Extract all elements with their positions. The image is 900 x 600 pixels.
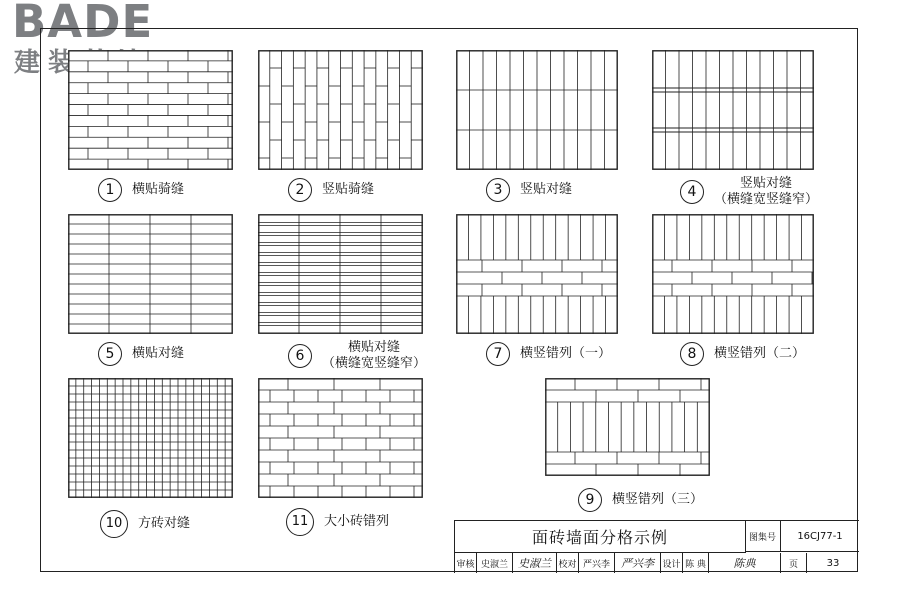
- panel-caption-10: [100, 510, 190, 538]
- panel-title-6: 横贴对缝: [348, 340, 401, 355]
- brand-logo-text: BADE: [12, 0, 154, 48]
- tile-pattern-6: [258, 214, 423, 334]
- designer-signature: 陈典: [709, 553, 781, 573]
- panel-number-4: 4: [680, 180, 704, 204]
- panel-title-10: 方砖对缝: [138, 516, 191, 531]
- design-label: 设计: [661, 553, 683, 573]
- panel-title-8: 横竖错列（二）: [714, 346, 806, 361]
- panel-subtitle-4: （横缝宽竖缝窄）: [714, 192, 819, 207]
- panel-number-11: 11: [286, 508, 314, 536]
- checker-name: 严兴李: [579, 553, 615, 573]
- tile-pattern-2: [258, 50, 423, 170]
- designer-name: 陈 典: [683, 553, 709, 573]
- tile-pattern-3: [456, 50, 618, 170]
- tile-pattern-4: [652, 50, 814, 170]
- panel-title-5: 横贴对缝: [132, 346, 185, 361]
- panel-caption-8: [680, 342, 805, 366]
- tile-pattern-7: [456, 214, 618, 334]
- panel-title-1: 横贴骑缝: [132, 182, 185, 197]
- panel-caption-1: [98, 178, 184, 202]
- panel-number-10: 10: [100, 510, 128, 538]
- panel-caption-5: [98, 342, 184, 366]
- panel-title-3: 竖贴对缝: [520, 182, 573, 197]
- review-label: 审核: [455, 553, 477, 573]
- brand-logo-subtitle: 建装基地: [14, 48, 151, 78]
- tile-pattern-8: [652, 214, 814, 334]
- panel-number-1: 1: [98, 178, 122, 202]
- panel-caption-6: [288, 340, 426, 372]
- page-label: 页: [781, 553, 807, 573]
- tile-pattern-5: [68, 214, 233, 334]
- panel-title-11: 大小砖错列: [324, 514, 390, 529]
- reviewer-signature: 史淑兰: [513, 553, 557, 573]
- title-block: [454, 520, 859, 573]
- panel-number-2: 2: [288, 178, 312, 202]
- panel-title-7: 横竖错列（一）: [520, 346, 612, 361]
- panel-title-4: 竖贴对缝: [740, 176, 793, 191]
- tile-pattern-11: [258, 378, 423, 498]
- panel-caption-11: [286, 508, 389, 536]
- tile-pattern-10: [68, 378, 233, 498]
- panel-number-5: 5: [98, 342, 122, 366]
- atlas-number: 16CJ77-1: [781, 521, 859, 552]
- panel-caption-7: [486, 342, 611, 366]
- panel-caption-2: [288, 178, 374, 202]
- panel-number-3: 3: [486, 178, 510, 202]
- panel-caption-4: [680, 176, 818, 208]
- panel-caption-9: [578, 488, 703, 512]
- panel-caption-3: [486, 178, 572, 202]
- page-number: 33: [826, 557, 840, 569]
- panel-number-7: 7: [486, 342, 510, 366]
- panel-number-9: 9: [578, 488, 602, 512]
- panel-number-6: 6: [288, 344, 312, 368]
- checker-signature: 严兴李: [615, 553, 661, 573]
- tile-pattern-1: [68, 50, 233, 170]
- panel-title-2: 竖贴骑缝: [322, 182, 375, 197]
- atlas-label: 图集号: [745, 521, 781, 552]
- panel-title-9: 横竖错列（三）: [612, 492, 704, 507]
- panel-subtitle-6: （横缝宽竖缝窄）: [322, 356, 427, 371]
- tile-pattern-9: [545, 378, 710, 476]
- panel-number-8: 8: [680, 342, 704, 366]
- reviewer-name: 史淑兰: [477, 553, 513, 573]
- check-label: 校对: [557, 553, 579, 573]
- drawing-title: 面砖墙面分格示例: [455, 521, 746, 553]
